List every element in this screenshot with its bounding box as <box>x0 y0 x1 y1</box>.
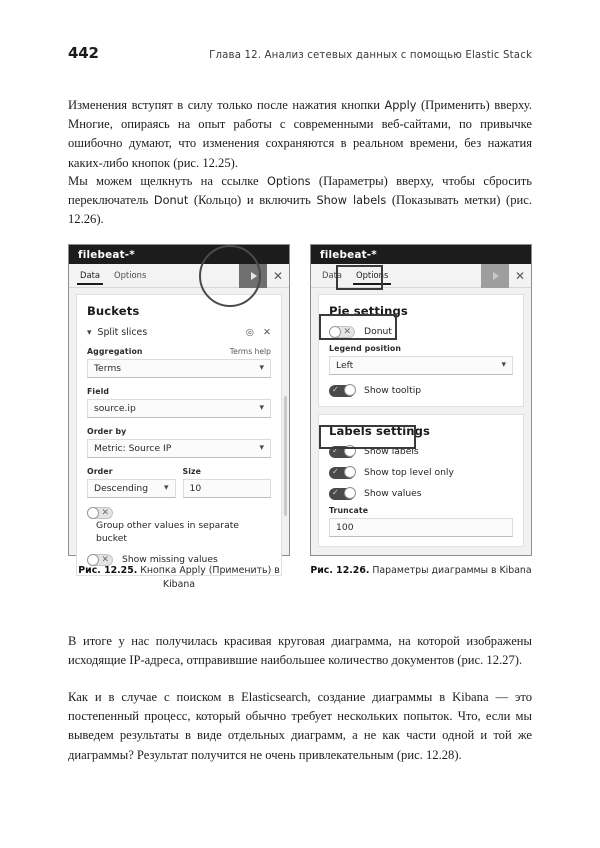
split-slices-row[interactable] <box>87 327 271 338</box>
kibana-body-left <box>69 288 289 565</box>
tab-data[interactable]: Data <box>73 266 107 285</box>
aggregation-value: Terms <box>94 363 122 374</box>
tab-options[interactable]: Options <box>114 270 147 280</box>
paragraph-1 <box>68 96 532 173</box>
pie-settings-heading: Pie settings <box>329 304 408 318</box>
legend-position-value: Left <box>336 360 354 371</box>
toggle-label: Donut <box>364 326 392 337</box>
order-label: Order <box>87 467 113 476</box>
check-icon: ✓ <box>332 466 339 476</box>
truncate-label: Truncate <box>329 506 369 515</box>
paragraph-2-part-d: (Показывать метки) (рис. 12.26). <box>68 193 532 227</box>
toggle-group-other-values[interactable] <box>87 507 271 545</box>
kibana-titlebar-left <box>69 245 289 264</box>
aggregation-label-row <box>87 347 271 356</box>
check-icon: ✓ <box>332 384 339 394</box>
size-group <box>183 467 272 498</box>
paragraph-2-part-b: (Параметры) вверху, чтобы сбросить переключатель <box>68 174 532 208</box>
window-title: filebeat-* <box>320 248 377 261</box>
kibana-tabbar-right <box>311 264 531 288</box>
order-by-label: Order by <box>87 427 127 436</box>
play-icon <box>251 272 257 280</box>
toggle-show-tooltip[interactable] <box>329 384 513 397</box>
kibana-tabbar-left <box>69 264 289 288</box>
toggle-label: Show missing values <box>122 554 218 565</box>
running-head <box>68 44 532 66</box>
field-label: Field <box>87 387 110 396</box>
size-value: 10 <box>189 483 202 494</box>
order-group <box>87 467 176 498</box>
switch-knob <box>87 507 99 519</box>
toggle-show-labels[interactable] <box>329 445 513 458</box>
close-icon: ✕ <box>101 508 109 518</box>
chapter-title: Глава 12. Анализ сетевых данных с помощью Elastic Stack <box>209 50 532 61</box>
paragraph-4: Как и в случае с поиском в Elasticsearch, создание диаграммы в Kibana — это постепенный процесс, который обычно требует нескольких попыток. Что, если мы выведем результаты в виде отдельных диаграмм, а не как части одной и той же диаграммы? Результат получится не очень привлекательным (рис. 12.28). <box>68 690 532 762</box>
order-by-select[interactable] <box>87 439 271 458</box>
figure-row <box>68 244 532 565</box>
close-icon[interactable]: ✕ <box>263 326 271 338</box>
switch-knob <box>344 466 356 478</box>
field-value: source.ip <box>94 403 136 414</box>
toggle-label: Show labels <box>364 446 419 457</box>
size-label: Size <box>182 467 202 476</box>
apply-button[interactable] <box>481 264 509 288</box>
play-icon <box>493 272 499 280</box>
toggle-switch-off[interactable] <box>329 326 355 338</box>
figure-12-25 <box>68 244 290 565</box>
toggle-label: Show top level only <box>364 467 454 478</box>
tab-options[interactable]: Options <box>349 266 395 285</box>
inline-ui-apply: Apply <box>384 99 417 112</box>
caption-figure-12-25 <box>68 564 290 592</box>
inline-ui-options: Options <box>266 175 311 188</box>
toggle-label: Group other values in separate bucket <box>96 520 239 544</box>
close-icon[interactable]: ✕ <box>514 268 526 283</box>
split-slices-label: Split slices <box>97 327 148 338</box>
field-select[interactable] <box>87 399 271 418</box>
terms-help-link[interactable]: Terms help <box>229 347 271 356</box>
buckets-panel <box>76 294 282 576</box>
check-icon: ✓ <box>332 487 339 497</box>
aggregation-select[interactable] <box>87 359 271 378</box>
truncate-value: 100 <box>336 522 354 533</box>
check-icon: ✓ <box>332 445 339 455</box>
toggle-label: Show tooltip <box>364 385 422 396</box>
toggle-switch-on[interactable] <box>329 446 355 458</box>
vertical-scrollbar[interactable] <box>284 396 287 516</box>
chevron-down-icon: ▾ <box>259 443 264 453</box>
chevron-down-icon: ▾ <box>259 363 264 373</box>
chevron-down-icon[interactable]: ▾ <box>87 327 92 337</box>
switch-knob <box>344 487 356 499</box>
order-value: Descending <box>94 483 149 494</box>
switch-knob <box>329 326 341 338</box>
inline-ui-show-labels: Show labels <box>316 194 387 208</box>
caption-text: Параметры диаграммы в Kibana <box>369 565 532 576</box>
pie-settings-panel <box>318 294 524 407</box>
apply-button[interactable] <box>239 264 267 288</box>
legend-position-select[interactable] <box>329 356 513 375</box>
tab-data[interactable]: Data <box>322 270 342 280</box>
toggle-show-top-level-only[interactable] <box>329 466 513 479</box>
chevron-down-icon: ▾ <box>163 483 169 493</box>
eye-disable-icon[interactable]: ◎ <box>245 326 255 338</box>
paragraph-2 <box>68 172 532 230</box>
toggle-switch-on[interactable] <box>329 385 355 397</box>
paragraph-1-part-b: (Применить) вверху. Многие, опираясь на опыт работы с современными веб-сайтами, по привычке ошибочно думают, что изменения сохраняются в реальном времени, без нажатия каких-либо кнопок (рис. 12.25). <box>68 98 532 170</box>
kibana-body-right <box>311 288 531 555</box>
close-icon[interactable]: ✕ <box>272 268 284 283</box>
close-icon: ✕ <box>343 326 351 337</box>
caption-figure-12-26 <box>310 564 532 578</box>
chevron-down-icon: ▾ <box>259 403 264 413</box>
labels-settings-panel <box>318 414 524 547</box>
toggle-show-values[interactable] <box>329 487 513 500</box>
paragraph-2-part-a: Мы можем щелкнуть на ссылке <box>68 174 267 188</box>
toggle-switch-on[interactable] <box>329 467 355 479</box>
toggle-label: Show values <box>364 488 422 499</box>
page-number: 442 <box>68 44 99 62</box>
truncate-input[interactable] <box>329 518 513 537</box>
toggle-donut[interactable] <box>329 325 513 338</box>
close-icon: ✕ <box>101 554 109 565</box>
inline-ui-donut: Donut <box>153 194 189 208</box>
switch-knob <box>344 445 356 457</box>
caption-number: Рис. 12.25. <box>78 565 138 576</box>
paragraph-3: В итоге у нас получилась красивая круговая диаграмма, на которой изображены исходящие IP-адреса, отправившие наибольшее количество документов (рис. 12.27). <box>68 634 532 668</box>
paragraph-1-part-a: Изменения вступят в силу только после нажатия кнопки <box>68 98 385 112</box>
switch-knob <box>344 384 356 396</box>
window-title: filebeat-* <box>78 248 135 261</box>
chevron-down-icon: ▾ <box>501 360 506 370</box>
caption-text: Кнопка Apply (Применить) в Kibana <box>137 565 280 590</box>
order-select[interactable] <box>87 479 176 498</box>
size-input[interactable] <box>183 479 272 498</box>
kibana-titlebar-right <box>311 245 531 264</box>
aggregation-label: Aggregation <box>87 347 143 356</box>
buckets-heading: Buckets <box>87 304 140 318</box>
paragraph-2-part-c: (Кольцо) и включить <box>188 193 317 208</box>
figure-12-26 <box>310 244 532 556</box>
caption-number: Рис. 12.26. <box>310 565 370 576</box>
order-size-row <box>87 467 271 498</box>
order-by-value: Metric: Source IP <box>94 443 172 454</box>
labels-settings-heading: Labels settings <box>329 424 431 438</box>
toggle-switch-on[interactable] <box>329 488 355 500</box>
toggle-switch-off[interactable] <box>87 507 113 519</box>
legend-position-label: Legend position <box>329 344 402 353</box>
